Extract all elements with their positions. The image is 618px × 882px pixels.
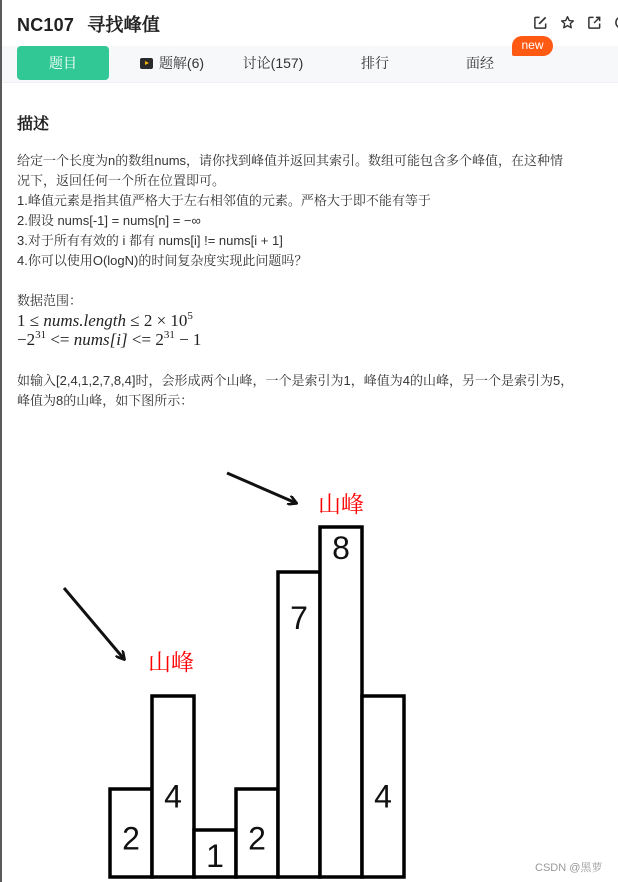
rule-3: 3.对于所有有效的 i 都有 nums[i] != nums[i + 1] — [17, 233, 283, 248]
rule-1: 1.峰值元素是指其值严格大于左右相邻值的元素。严格大于即不能有等于 — [17, 193, 431, 208]
problem-title — [17, 11, 160, 37]
star-icon[interactable] — [560, 15, 575, 30]
tab-ranking[interactable] — [327, 46, 423, 80]
tab-problem[interactable] — [17, 46, 109, 80]
tab-solutions[interactable] — [122, 46, 222, 80]
video-icon — [140, 58, 153, 69]
share-external-icon[interactable] — [587, 15, 602, 30]
description-text-line: 给定一个长度为n的数组nums，请你找到峰值并返回其索引。数组可能包含多个峰值，在这种情 — [17, 153, 564, 168]
problem-name: 寻找峰值 — [87, 15, 161, 35]
bar-value-label: 2 — [248, 820, 266, 857]
tab-label: 排行 — [361, 55, 389, 71]
bar-value-label: 8 — [332, 530, 350, 566]
rule-4: 4.你可以使用O(logN)的时间复杂度实现此问题吗？ — [17, 253, 308, 268]
peak-diagram — [0, 430, 618, 882]
bar-value-label: 4 — [164, 778, 182, 815]
tab-discussion[interactable] — [224, 46, 322, 80]
tab-label: 面经 — [466, 55, 494, 71]
range-constraint-values: $-2^{31}$ <= nums[i] <= $2^{31} - 1$ — [17, 329, 202, 349]
bar-value-label: 4 — [374, 778, 392, 815]
bar-diagram — [0, 430, 618, 882]
header-actions — [533, 15, 618, 30]
description-heading: 描述 — [17, 116, 50, 133]
problem-description — [17, 112, 609, 411]
peak-label: 山峰 — [148, 650, 194, 676]
range-constraint-length: 1 ≤ nums.length ≤ $2 \times 10^5$ — [17, 310, 193, 330]
bar-value-label: 1 — [206, 838, 224, 874]
example-text-line: 峰值为8的山峰，如下图所示： — [17, 393, 194, 408]
arrow-icon — [64, 588, 124, 659]
peak-label: 山峰 — [318, 492, 364, 518]
bar-value-label: 7 — [290, 600, 308, 636]
bar-value-label: 2 — [122, 820, 140, 857]
arrow-icon — [227, 473, 296, 503]
problem-id: NC107 — [17, 15, 75, 35]
description-text-line: 况下，返回任何一个所在位置即可。 — [17, 173, 226, 188]
tab-label: 题解(6) — [158, 55, 205, 71]
tab-label: 题目 — [49, 55, 77, 71]
watermark: CSDN @黑萝 — [535, 862, 603, 874]
new-badge: new — [512, 36, 553, 56]
data-range-label: 数据范围： — [17, 293, 83, 308]
rule-2: 2.假设 nums[-1] = nums[n] = −∞ — [17, 213, 201, 228]
bar — [320, 527, 362, 877]
edit-icon[interactable] — [533, 15, 548, 30]
example-text-line: 如输入[2,4,1,2,7,8,4]时，会形成两个山峰，一个是索引为1，峰值为4的山峰，另一个是索引为5， — [17, 373, 574, 388]
more-icon[interactable] — [614, 15, 618, 30]
tab-label: 讨论(157) — [242, 55, 304, 71]
